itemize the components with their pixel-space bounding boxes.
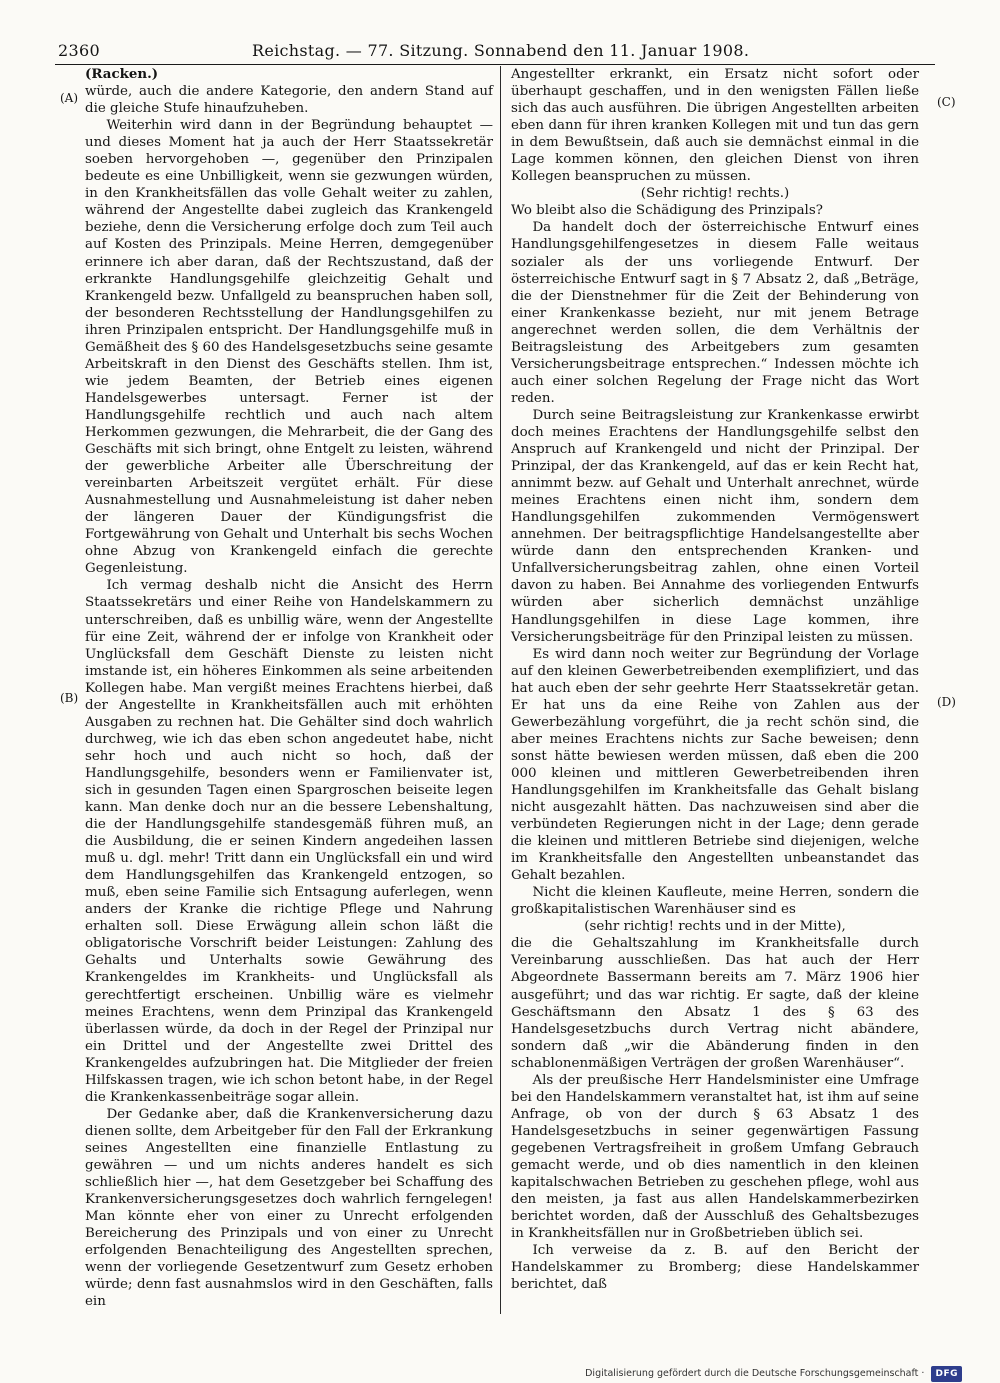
paragraph: Durch seine Beitragsleistung zur Krankenkasse erwirbt doch meines Erachtens der Handlungsgehilfe selbst den Anspruch auf Krankengeld und nicht der Prinzipal. Der Prinzipal, der das Krankengeld, auf das er kein Recht hat, annimmt bezw. auf Gehalt und Unterhalt anrechnet, würde meines Erachtens einen nicht ihm, sondern dem Handlungsgehilfen zukommenden Vermögenswert annehmen. Der beitragspflichtige Handelsangestellte aber würde dann den entsprechenden Kranken- und Unfallversicherungsbeitrag zahlen, ohne einen Vorteil davon zu haben. Bei Annahme des vorliegenden Entwurfs würden aber sicherlich demnächst unzählige Handlungsgehilfen in diese Lage kommen, ihre Versicherungsbeiträge für den Prinzipal leisten zu müssen.	[511, 407, 919, 645]
page-number: 2360	[58, 41, 100, 60]
margin-mark-d: (D)	[937, 695, 956, 709]
paragraph: Der Gedanke aber, daß die Krankenversicherung dazu dienen sollte, dem Arbeitgeber für den Fall der Erkrankung seines Angestellten eine finanzielle Entlastung zu gewähren — und um nichts anderes handelt es sich schließlich hier —, hat dem Gesetzgeber bei Schaffung des Krankenversicherungsgesetzes doch wahrlich ferngelegen! Man könnte eher von einer zu Unrecht erfolgenden Bereicherung des Prinzipals und von einer zu Unrecht erfolgenden Benachteiligung des Angestellten sprechen, wenn der vorliegende Gesetzentwurf zum Gesetz erhoben würde; denn fast ausnahmslos wird in den Geschäften, falls ein	[85, 1106, 493, 1310]
section-tag: (Racken.)	[85, 66, 159, 82]
header-rule	[55, 64, 935, 65]
left-column	[85, 66, 493, 1310]
paragraph: Es wird dann noch weiter zur Begründung der Vorlage auf den kleinen Gewerbetreibenden exemplifiziert, und das hat auch eben der sehr geehrte Herr Staatssekretär getan. Er hat uns da eine Reihe von Zahlen aus der Gewerbezählung vorgeführt, die ja recht schön sind, die aber meines Erachtens nichts zur Sache beweisen; denn sonst hätte bewiesen werden müssen, daß eben die 200 000 kleinen und mittleren Gewerbetreibenden ihren Handlungsgehilfen im Krankheitsfalle das Gehalt bislang nicht ausgezahlt hätten. Das nachzuweisen sind aber die verbündeten Regierungen nicht in der Lage; denn gerade die kleinen und mittleren Betriebe sind diejenigen, welche im Krankheitsfalle den Angestellten unbeanstandet das Gehalt bezahlen.	[511, 646, 919, 884]
column-divider	[500, 66, 501, 1314]
paragraph: Nicht die kleinen Kaufleute, meine Herren, sondern die großkapitalistischen Warenhäuser sind es	[511, 885, 919, 918]
interjection: (Sehr richtig! rechts.)	[640, 186, 790, 202]
running-head: Reichstag. — 77. Sitzung. Sonnabend den 11. Januar 1908.	[252, 41, 750, 60]
margin-mark-a: (A)	[60, 91, 79, 105]
paragraph: Angestellter erkrankt, ein Ersatz nicht sofort oder überhaupt geschaffen, und in den wenigsten Fällen ließe sich das auch ausführen. Die übrigen Angestellten arbeiten eben dann für ihren kranken Kollegen mit und tun das gern in dem Bewußtsein, daß auch sie demnächst einmal in die Lage kommen können, den gleichen Dienst von ihren Kollegen beanspruchen zu müssen.	[511, 67, 919, 185]
paragraph: würde, auch die andere Kategorie, den andern Stand auf die gleiche Stufe hinaufzuheben.	[85, 84, 493, 117]
digitization-footer	[585, 1366, 962, 1382]
paragraph: die die Gehaltszahlung im Krankheitsfalle durch Vereinbarung ausschließen. Das hat auch der Herr Abgeordnete Bassermann bereits am 7. März 1906 hier ausgeführt; und das war richtig. Er sagte, daß der kleine Geschäftsmann den Absatz 1 des § 63 des Handelsgesetzbuchs durch Vertrag nicht abändere, sondern daß „wir die Abänderung finden in den schablonenmäßigen Verträgen der großen Warenhäuser“.	[511, 936, 919, 1071]
interjection: (sehr richtig! rechts und in der Mitte),	[584, 919, 846, 935]
paragraph: Da handelt doch der österreichische Entwurf eines Handlungsgehilfengesetzes in diesem Falle weitaus sozialer als der uns vorliegende Entwurf. Der österreichische Entwurf sagt in § 7 Absatz 2, daß „Beträge, die der Dienstnehmer für die Zeit der Behinderung von einer Krankenkasse bezieht, nur mit jenem Betrage angerechnet werden sollen, die dem Verhältnis der Beitragsleistung des Arbeitgebers zum gesamten Versicherungsbeitrage entsprechen.“ Indessen möchte ich auch einer solchen Regelung der Frage nicht das Wort reden.	[511, 220, 919, 406]
paragraph: Ich vermag deshalb nicht die Ansicht des Herrn Staatssekretärs und einer Reihe von Handelskammern zu unterschreiben, daß es unbillig wäre, wenn der Angestellte für eine Zeit, während der er infolge von Krankheit oder Unglücksfall dem Geschäft Dienste zu leisten nicht imstande ist, ein höheres Einkommen als seine arbeitenden Kollegen habe. Man vergißt meines Erachtens hierbei, daß der Angestellte in Krankheitsfällen auch mit erhöhten Ausgaben zu rechnen hat. Die Gehälter sind doch wahrlich durchweg, wie ich das eben schon angedeutet habe, nicht sehr hoch und auch nicht so hoch, daß der Handlungsgehilfe, besonders wenn er Familienvater ist, sich in gesunden Tagen einen Spargroschen beiseite legen kann. Man denke doch nur an die bessere Lebenshaltung, die der Handlungsgehilfe standesgemäß führen muß, an die Ausbildung, die er seinen Kindern angedeihen lassen muß u. dgl. mehr! Tritt dann ein Unglücksfall ein und wird dem Handlungsgehilfen das Krankengeld entzogen, so muß, eben seine Familie sich Entsagung auferlegen, wenn anders der Kranke die richtige Pflege und Nahrung erhalten soll. Diese Erwägung allein schon läßt die obligatorische Vorschrift beider Leistungen: Zahlung des Gehalts und Unterhalts sowie Gewährung des Krankengeldes im Krankheits- und Unglücksfall als gerechtfertigt erscheinen. Unbillig wäre es vielmehr meines Erachtens, wenn dem Prinzipal das Krankengeld überlassen würde, da doch in der Regel der Prinzipal nur ein Drittel und der Angestellte zwei Drittel des Krankengeldes aufzubringen hat. Die Mitglieder der freien Hilfskassen tragen, wie ich schon betont habe, in der Regel die Krankenkassenbeiträge sogar allein.	[85, 578, 493, 1105]
dfg-logo: DFG	[931, 1366, 962, 1382]
paragraph: Weiterhin wird dann in der Begründung behauptet — und dieses Moment hat ja auch der Herr Staatssekretär soeben hervorgehoben —, gegenüber den Prinzipalen bedeute es eine Unbilligkeit, wenn sie gezwungen würden, in den Krankheitsfällen das volle Gehalt weiter zu zahlen, während der Angestellte dabei zugleich das Krankengeld beziehe, denn die Versicherung erfolge doch zum Teil auch auf Kosten des Prinzipals. Meine Herren, demgegenüber erinnere ich aber daran, daß der Rechtszustand, daß der erkrankte Handlungsgehilfe gleichzeitig Gehalt und Krankengeld bezw. Unfallgeld zu beanspruchen haben soll, der besonderen Rechtsstellung der Handlungsgehilfen zu ihren Prinzipalen entspricht. Der Handlungsgehilfe muß in Gemäßheit des § 60 des Handelsgesetzbuchs seine gesamte Arbeitskraft in den Dienst des Geschäfts stellen. Ihm ist, wie jedem Beamten, der Betrieb eines eigenen Handelsgewerbes untersagt. Ferner ist der Handlungsgehilfe rechtlich und auch nach altem Herkommen gezwungen, die Mehrarbeit, die der Gang des Geschäfts mit sich bringt, ohne Entgelt zu leisten, während der gewerbliche Arbeiter alle Überschreitung der vereinbarten Arbeitszeit vergütet erhält. Für diese Ausnahmestellung und Ausnahmeleistung ist daher neben der längeren Dauer der Kündigungsfrist die Fortgewährung von Gehalt und Unterhalt bis sechs Wochen ohne Abzug von Krankengeld einfach die gerechte Gegenleistung.	[85, 118, 493, 577]
paragraph: Wo bleibt also die Schädigung des Prinzipals?	[511, 203, 823, 219]
margin-mark-c: (C)	[937, 95, 956, 109]
paragraph: Als der preußische Herr Handelsminister eine Umfrage bei den Handelskammern veranstaltet hat, ist ihm auf seine Anfrage, ob von der durch § 63 Absatz 1 des Handelsgesetzbuchs in seiner gegenwärtigen Fassung gegebenen Vertragsfreiheit in großem Umfang Gebrauch gemacht werde, und ob dies namentlich in den kleinen kapitalschwachen Betrieben zu geschehen pflege, wohl aus den meisten, ja fast aus allen Handelskammerbezirken berichtet worden, daß der Ausschluß des Gehaltsbezuges in Krankheitsfällen nur in Großbetrieben üblich sei.	[511, 1072, 919, 1242]
footer-text: Digitalisierung gefördert durch die Deutsche Forschungsgemeinschaft ·	[585, 1368, 925, 1379]
right-column	[511, 66, 919, 1293]
margin-mark-b: (B)	[60, 691, 79, 705]
page-header	[58, 40, 933, 62]
paragraph: Ich verweise da z. B. auf den Bericht der Handelskammer zu Bromberg; diese Handelskammer berichtet, daß	[511, 1243, 919, 1293]
